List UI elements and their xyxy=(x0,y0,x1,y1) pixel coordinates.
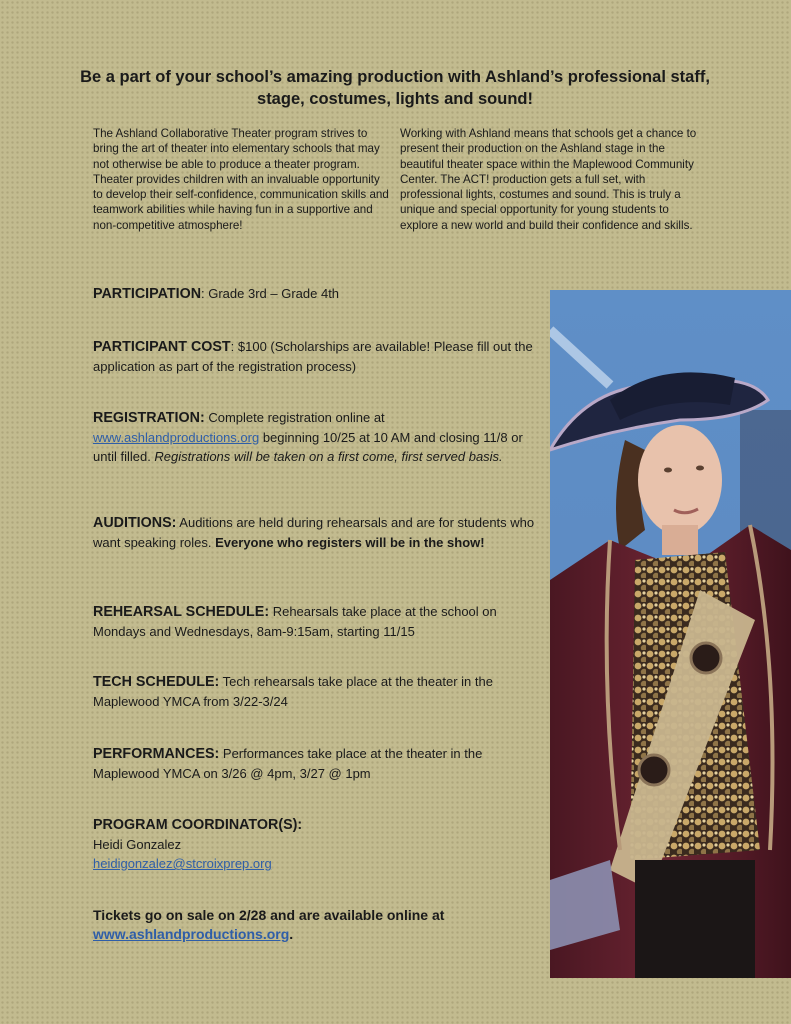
auditions-section xyxy=(93,513,543,552)
registration-text: Complete registration online at xyxy=(204,410,385,425)
auditions-label: AUDITIONS: xyxy=(93,515,177,531)
coordinator-label: PROGRAM COORDINATOR(S): xyxy=(93,817,303,833)
tech-section xyxy=(93,672,543,711)
auditions-text: Auditions are held during rehearsals and are for students who want speaking roles. xyxy=(93,515,535,550)
participation-section xyxy=(93,284,543,304)
cost-section xyxy=(93,337,543,376)
rehearsal-text: Rehearsals take place at the school on Mondays and Wednesdays, 8am-9:15am, starting 11/15 xyxy=(93,604,497,639)
participation-label: PARTICIPATION xyxy=(93,286,202,302)
tickets-period: . xyxy=(289,926,294,942)
registration-section xyxy=(93,408,543,466)
registration-label: REGISTRATION: xyxy=(93,410,205,426)
tickets-text: Tickets go on sale on 2/28 and are available online at xyxy=(93,907,445,923)
registration-note: Registrations will be taken on a first come, first served basis. xyxy=(154,449,503,464)
intro-right-paragraph: Working with Ashland means that schools get a chance to present their production on the Ashland stage in the beautiful theater space within the Maplewood Community Center. The ACT! production gets a full set, with professional lights, costumes and sound. This is truly a unique and special opportunity for young students to explore a new world and build their confidence and skills. xyxy=(400,127,697,232)
registration-link[interactable]: www.ashlandproductions.org xyxy=(93,430,260,445)
performances-label: PERFORMANCES: xyxy=(93,746,220,762)
coordinator-email-link[interactable]: heidigonzalez@stcroixprep.org xyxy=(93,856,272,871)
pirate-performer-illustration xyxy=(550,290,791,978)
cost-label: PARTICIPANT COST xyxy=(93,339,231,355)
tech-label: TECH SCHEDULE: xyxy=(93,674,220,690)
rehearsal-label: REHEARSAL SCHEDULE: xyxy=(93,604,270,620)
tickets-section xyxy=(93,906,543,944)
headline: Be a part of your school’s amazing production with Ashland’s professional staff, stage, costumes, lights and sound! xyxy=(80,68,710,108)
tech-text: Tech rehearsals take place at the theater in the Maplewood YMCA from 3/22-3/24 xyxy=(93,674,493,709)
intro-left-paragraph: The Ashland Collaborative Theater program strives to bring the art of theater into elementary schools that may not otherwise be able to produce a theater program. Theater provides children with an invaluable opportunity to develop their self-confidence, communication skills and teamwork abilities while having fun in a supportive and non-competitive atmosphere! xyxy=(93,127,389,232)
rehearsal-section xyxy=(93,602,543,641)
coordinator-section xyxy=(93,816,543,873)
participation-text: : Grade 3rd – Grade 4th xyxy=(201,286,340,301)
performances-section xyxy=(93,744,543,783)
cost-text: : $100 (Scholarships are available! Please fill out the application as part of the registration process) xyxy=(93,339,533,374)
performances-text: Performances take place at the theater in the Maplewood YMCA on 3/26 @ 4pm, 3/27 @ 1pm xyxy=(93,746,483,781)
performer-photo xyxy=(550,290,791,978)
coordinator-name: Heidi Gonzalez xyxy=(93,837,182,852)
tickets-link[interactable]: www.ashlandproductions.org xyxy=(93,926,290,942)
auditions-highlight: Everyone who registers will be in the show! xyxy=(215,535,485,550)
registration-dates: beginning 10/25 at 10 AM and closing 11/8 or until filled. xyxy=(93,430,523,464)
